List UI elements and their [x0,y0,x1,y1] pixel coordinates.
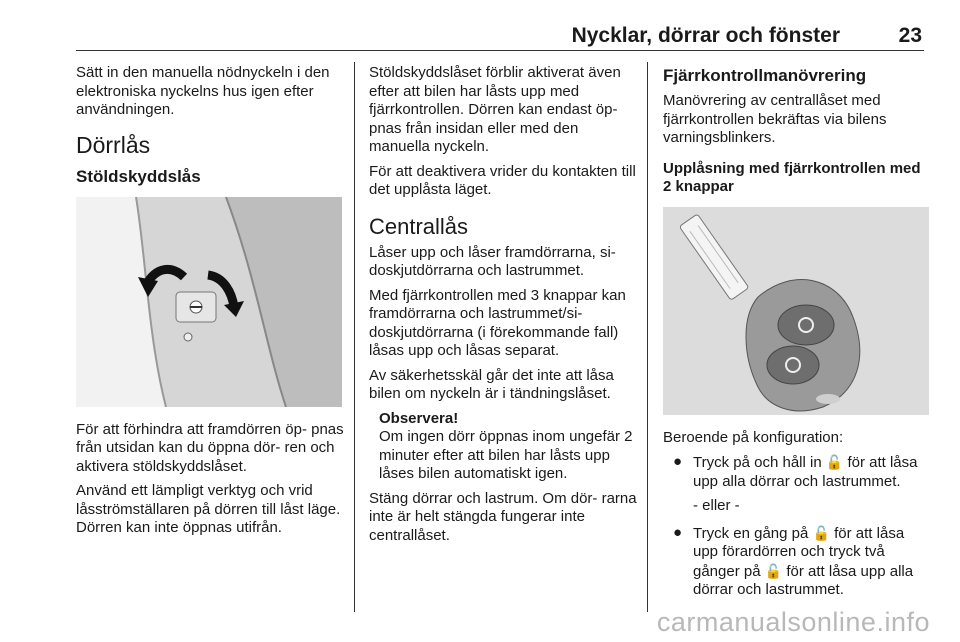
unlock-options-list [663,453,929,491]
page-number: 23 [898,24,922,47]
unlock-icon: 🔓 [812,524,830,541]
list-item-press [663,524,929,600]
list-item-hold [663,453,929,491]
header-title: Nycklar, dörrar och fönster [571,24,840,47]
remote-key-drawing [663,207,929,415]
bullet1-text-a: Tryck på och håll in [693,454,826,471]
note-body: Om ingen dörr öppnas inom ungefär 2 minuter efter att bilen har låsts upp låses bilen automatiskt igen. [379,428,633,482]
paragraph-use-tool: Använd ett lämpligt verktyg och vrid låsströmställaren på dörren till låst läge. Dörren kan inte öppnas utifrån. [76,482,341,536]
unlock-icon: 🔓 [825,454,844,470]
paragraph-three-buttons: Med fjärrkontrollen med 3 knappar kan framdörrarna och lastrummet/si- doskjutdörrarna (i förekommande fall) låsas upp och låsas separat. [369,286,626,359]
section-heading-central-lock: Centrallås [369,213,469,239]
section-heading-remote: Fjärrkontrollmanövrering [663,66,867,85]
paragraph-close-doors: Stäng dörrar och lastrum. Om dör- rarna inte är helt stängda fungerar inte centrallåset. [369,489,637,544]
header-rule [76,50,924,51]
column-divider-2 [647,62,648,612]
section-heading-door-lock: Dörrlås [76,131,151,158]
bullet2-text-b: för att låsa upp förardörren och tryck två gånger på [693,524,905,580]
paragraph-locks-doors: Låser upp och låser framdörrarna, si- doskjutdörrarna och lastrummet. [369,243,616,279]
bullet-dot-icon: ● [673,523,683,541]
bullet-dot-icon: ● [673,453,683,470]
paragraph-depending-config: Beroende på konfiguration: [663,428,844,446]
paragraph-lock-remains: Stöldskyddslåset förblir aktiverat även efter att bilen har låsts upp med fjärrkontrollen. Dörren kan endast öp- pnas från insidan eller med den manuella nyckeln. [369,64,621,155]
door-lock-illustration [76,197,342,407]
subheading-two-button-unlock: Upplåsning med fjärrkontrollen med 2 knappar [663,159,921,195]
subheading-child-lock: Stöldskyddslås [76,166,201,186]
column-2 [369,64,637,551]
paragraph-safety: Av säkerhetsskäl går det inte att låsa bilen om nyckeln är i tändningslåset. [369,366,614,402]
column-3 [663,64,929,606]
paragraph-prevent-open: För att förhindra att framdörren öp- pnas från utsidan kan du öppna dör- ren och aktivera stöldskyddslåset. [76,420,344,475]
column-divider-1 [354,62,355,612]
paragraph-deactivate: För att deaktivera vrider du kontakten till det upplåsta läget. [369,162,636,198]
or-separator: - eller - [693,497,740,514]
paragraph-remote-confirm: Manövrering av centrallåset med fjärrkontrollen bekräftas via bilens varningsblinkers. [663,92,887,146]
unlock-options-list-2 [663,524,929,600]
intro-paragraph: Sätt in den manuella nödnyckeln i den elektroniska nyckelns hus igen efter användningen. [76,64,330,118]
note-box [379,410,637,484]
watermark: carmanualsonline.info [656,607,930,637]
remote-key-illustration [663,207,929,415]
column-1 [76,64,344,544]
bullet1-text-b: för att låsa upp alla dörrar och lastrummet. [693,454,918,490]
door-lock-drawing [76,197,342,407]
unlock-icon: 🔓 [764,562,783,579]
bullet2-text-c: för att låsa upp alla dörrar och lastrummet. [693,562,914,598]
note-heading: Observera! [379,409,459,427]
bullet2-text-a: Tryck en gång på [693,524,813,542]
